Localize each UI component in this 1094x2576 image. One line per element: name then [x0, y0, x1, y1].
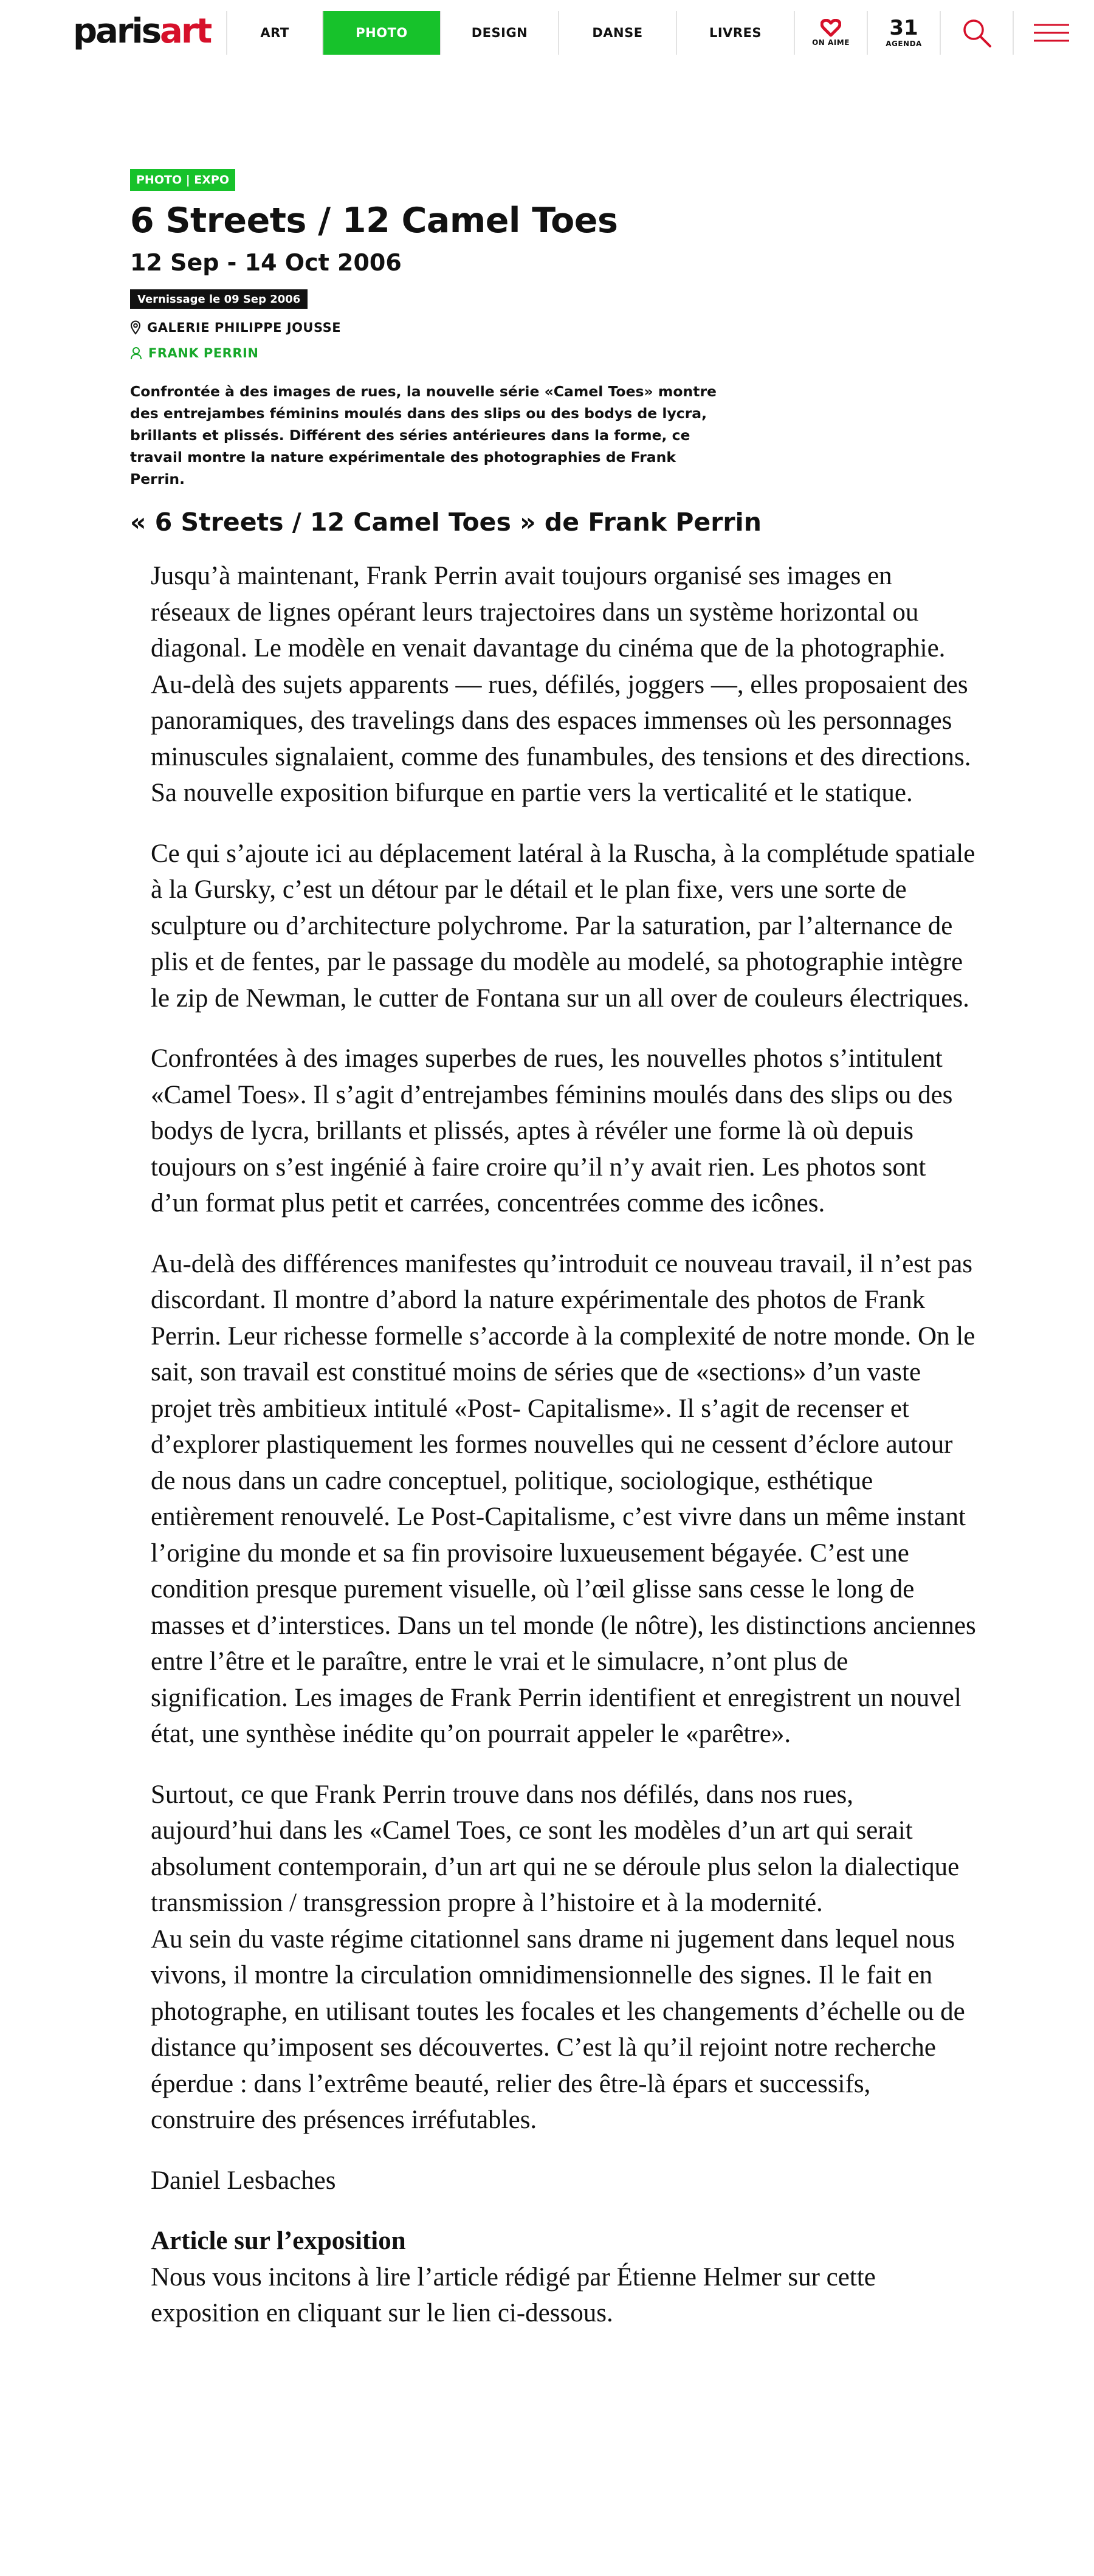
- search-button[interactable]: [941, 11, 1013, 55]
- logo-part-paris: paris: [73, 12, 160, 51]
- artist-name: FRANK PERRIN: [148, 346, 259, 360]
- site-header: [0, 0, 1094, 67]
- hamburger-menu-icon: [1033, 22, 1070, 43]
- agenda-button[interactable]: [868, 11, 940, 55]
- search-icon: [961, 17, 993, 49]
- artist-link[interactable]: [130, 344, 258, 362]
- category-tag[interactable]: PHOTO | EXPO: [130, 169, 235, 191]
- logo-part-art: art: [160, 12, 211, 51]
- site-logo[interactable]: [73, 13, 210, 50]
- article-signature: Daniel Lesbaches: [151, 2166, 336, 2195]
- heart-icon: [820, 19, 841, 37]
- nav-item-danse[interactable]: DANSE: [592, 26, 643, 40]
- gallery-link[interactable]: [130, 319, 341, 337]
- nav-item-photo[interactable]: PHOTO: [323, 11, 440, 55]
- on-aime-label: ON AIME: [812, 38, 850, 47]
- article-paragraph: Au-delà des différences manifestes qu’introduit ce nouveau travail, il n’est pas discordant. Il montre d’abord la nature expérimentale des photos de Frank Perrin. Leur richesse formelle s’accorde à la complexité de notre monde. On le sait, son travail est constitué moins de séries que de «sections» d’un vaste projet très ambitieux intitulé «Post- Capitalisme». Il s’agit de recenser et d’explorer plastiquement les formes nouvelles qui ne cessent d’éclore autour de nous dans un cadre conceptuel, politique, sociologique, esthétique entièrement renouvelé. Le Post-Capitalisme, c’est vivre dans un même instant l’origine du monde et sa fin provisoire luxueusement bégayée. C’est une condition presque purement visuelle, où l’œil glisse sans cesse le long de masses et d’interstices. Dans un tel monde (le nôtre), les distinctions anciennes entre l’être et le paraître, entre le vrai et le simulacre, n’ont plus de signification. Les images de Frank Perrin identifient et enregistrent un nouvel état, une synthèse inédite qu’on pourrait appeler le «parêtre».: [151, 1249, 976, 1748]
- article-paragraph: Ce qui s’ajoute ici au déplacement latéral à la Ruscha, à la complétude spatiale à la Gursky, c’est un détour par le détail et le plan fixe, vers une sorte de sculpture ou d’architecture polychrome. Par la saturation, par l’alternance de plis et de fentes, par le passage du modèle au modelé, sa photographie intègre le zip de Newman, le cutter de Fontana sur un all over de couleurs électriques.: [151, 839, 975, 1013]
- related-article-text: Nous vous incitons à lire l’article rédigé par Étienne Helmer sur cette exposition en cliquant sur le lien ci-dessous.: [151, 2262, 876, 2327]
- related-article-heading: Article sur l’exposition: [151, 2226, 406, 2255]
- on-aime-button[interactable]: [795, 11, 867, 55]
- menu-button[interactable]: [1014, 11, 1089, 55]
- user-icon: [130, 346, 142, 360]
- nav-item-art[interactable]: ART: [260, 26, 289, 40]
- article-subtitle: « 6 Streets / 12 Camel Toes » de Frank Perrin: [130, 508, 762, 537]
- article-paragraph: Jusqu’à maintenant, Frank Perrin avait toujours organisé ses images en réseaux de lignes opérant leurs trajectoires dans un système horizontal ou diagonal. Le modèle en venait davantage du cinéma que de la photographie. Au-delà des sujets apparents — rues, défilés, joggers —, elles proposaient des panoramiques, des travelings dans des espaces immenses où les personnages minuscules signalaient, comme des funambules, des tensions et des directions. Sa nouvelle exposition bifurque en partie vers la verticalité et le statique.: [151, 562, 971, 807]
- nav-item-design[interactable]: DESIGN: [471, 26, 528, 40]
- article-body: [151, 558, 977, 2332]
- gallery-name: GALERIE PHILIPPE JOUSSE: [147, 320, 342, 335]
- page-title: 6 Streets / 12 Camel Toes: [130, 201, 618, 241]
- article-paragraph: Surtout, ce que Frank Perrin trouve dans nos défilés, dans nos rues, aujourd’hui dans les «Camel Toes, ce sont les modèles d’un art qui serait absolument contemporain, d’un art qui ne se déroule plus selon la dialectique transmission / transgression propre à l’histoire et à la modernité.: [151, 1780, 960, 1917]
- agenda-number: 31: [889, 16, 918, 40]
- article-intro: Confrontée à des images de rues, la nouvelle série «Camel Toes» montre des entrejambes féminins moulés dans des slips ou des bodys de lycra, brillants et plissés. Différent des séries antérieures dans la forme, ce travail montre la nature expérimentale des photographies de Frank Perrin.: [130, 383, 717, 487]
- agenda-label: AGENDA: [886, 40, 922, 48]
- nav-item-livres[interactable]: LIVRES: [709, 26, 762, 40]
- article-paragraph: Confrontées à des images superbes de rues, les nouvelles photos s’intitulent «Camel Toes». Il s’agit d’entrejambes féminins moulés dans des slips ou des bodys de lycra, brillants et plissés, aptes à révéler une forme là où depuis toujours on s’est ingénié à faire croire qu’il n’y avait rien. Les photos sont d’un format plus petit et carrées, concentrées comme des icônes.: [151, 1044, 953, 1217]
- article-paragraph: Au sein du vaste régime citationnel sans drame ni jugement dans lequel nous vivons, il montre la circulation omnidimensionnelle des signes. Il le fait en photographe, en utilisant toutes les focales et les changements d’échelle ou de distance qu’imposent ses découvertes. C’est là qu’il rejoint notre recherche éperdue : dans l’extrême beauté, relier des être-là épars et successifs, construire des présences irréfutables.: [151, 1924, 965, 2134]
- exhibition-dates: 12 Sep - 14 Oct 2006: [130, 249, 402, 276]
- vernissage-badge: Vernissage le 09 Sep 2006: [130, 289, 308, 309]
- location-pin-icon: [130, 320, 141, 335]
